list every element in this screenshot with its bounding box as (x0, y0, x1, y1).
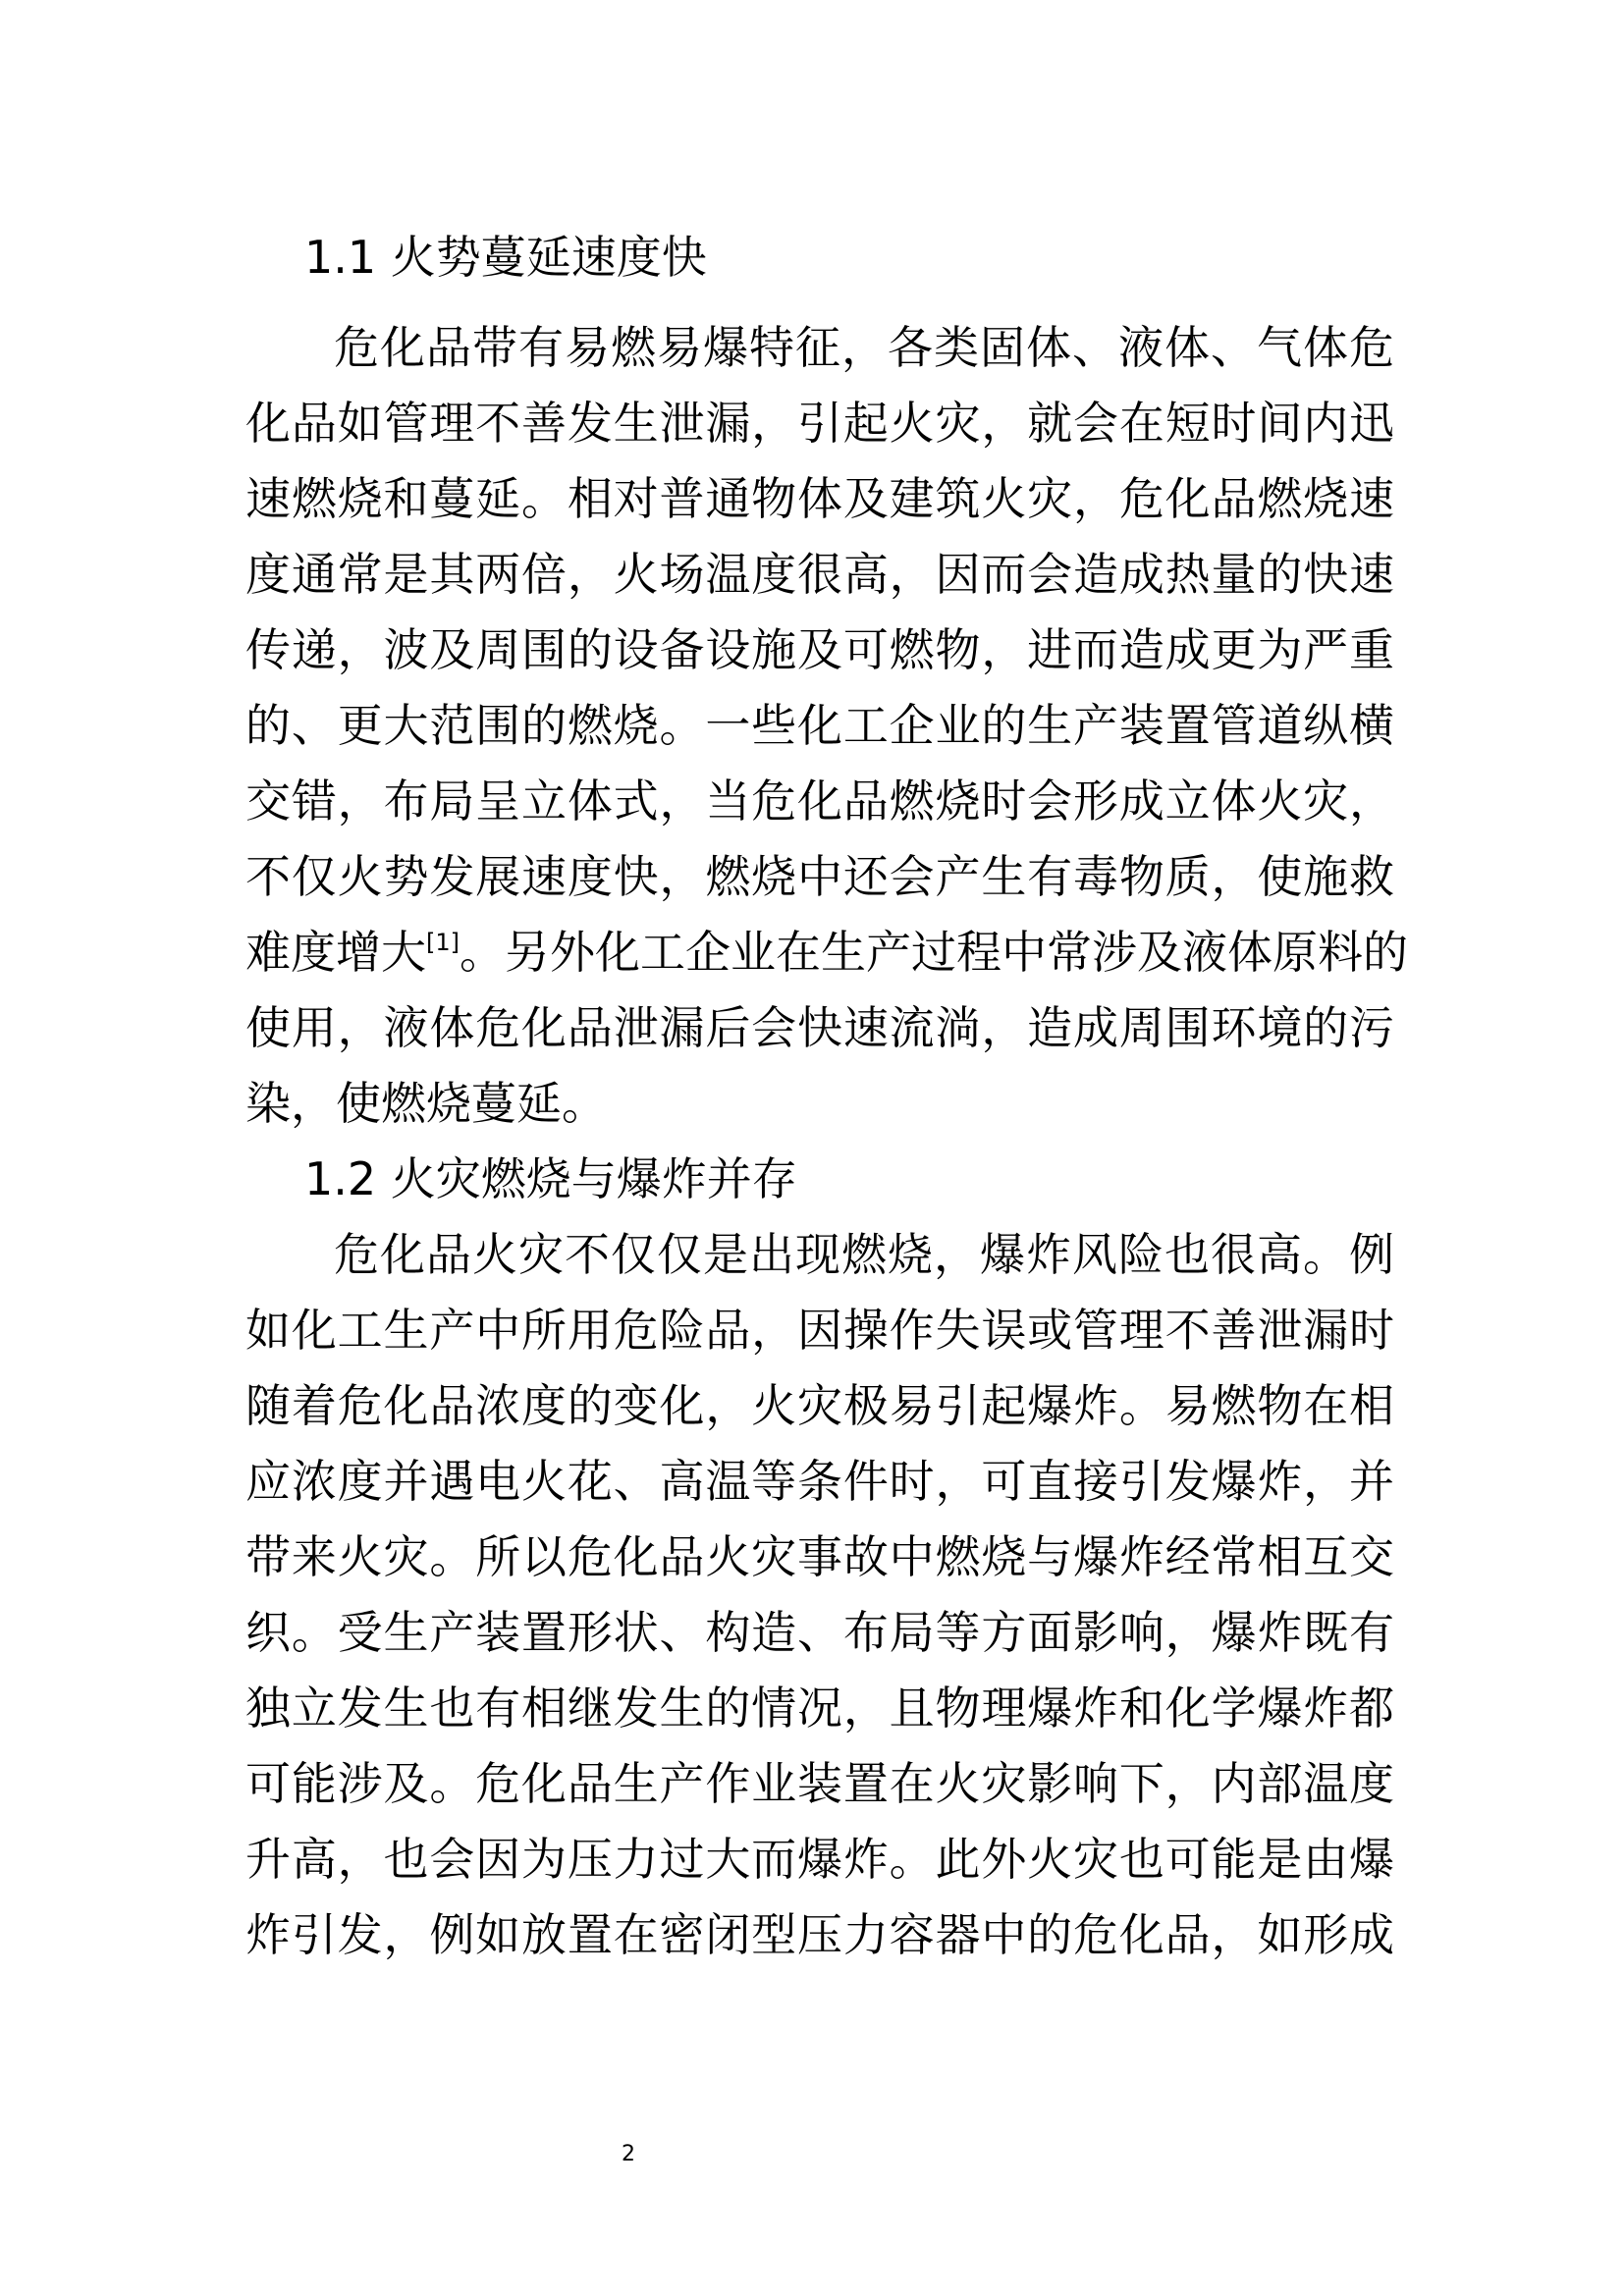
paragraph-line: 独立发生也有相继发生的情况，且物理爆炸和化学爆炸都 (245, 1682, 1394, 1735)
paragraph-line: 如化工生产中所用危险品，因操作失误或管理不善泄漏时 (245, 1304, 1394, 1357)
section-heading-1-1: 1.1 火势蔓延速度快 (304, 231, 707, 284)
section-heading-1-2: 1.2 火灾燃烧与爆炸并存 (304, 1152, 797, 1205)
paragraph-line: 升高，也会因为压力过大而爆炸。此外火灾也可能是由爆 (245, 1833, 1394, 1886)
paragraph-line: 使用，液体危化品泄漏后会快速流淌，造成周围环境的污 (245, 1001, 1394, 1054)
paragraph-line-with-citation (245, 915, 1408, 990)
paragraph-line: 交错，布局呈立体式，当危化品燃烧时会形成立体火灾， (245, 774, 1394, 828)
paragraph-text: 难度增大 (245, 926, 426, 979)
paragraph-line: 随着危化品浓度的变化，火灾极易引起爆炸。易燃物在相 (245, 1379, 1394, 1432)
paragraph-text: 。另外化工企业在生产过程中常涉及液体原料的 (460, 926, 1408, 979)
paragraph-line: 织。受生产装置形状、构造、布局等方面影响，爆炸既有 (245, 1606, 1394, 1659)
paragraph-line: 不仅火势发展速度快，燃烧中还会产生有毒物质，使施救 (245, 850, 1394, 903)
paragraph-line: 的、更大范围的燃烧。一些化工企业的生产装置管道纵横 (245, 699, 1394, 752)
page-number: 2 (622, 2142, 635, 2166)
paragraph-line: 危化品火灾不仅仅是出现燃烧，爆炸风险也很高。例 (334, 1228, 1394, 1281)
paragraph-line: 带来火灾。所以危化品火灾事故中燃烧与爆炸经常相互交 (245, 1530, 1394, 1583)
paragraph-line: 传递，波及周围的设备设施及可燃物，进而造成更为严重 (245, 623, 1394, 676)
paragraph-line: 化品如管理不善发生泄漏，引起火灾，就会在短时间内迅 (245, 397, 1394, 450)
paragraph-line: 度通常是其两倍，火场温度很高，因而会造成热量的快速 (245, 548, 1394, 601)
paragraph-line: 炸引发，例如放置在密闭型压力容器中的危化品，如形成 (245, 1908, 1394, 1961)
paragraph-line: 速燃烧和蔓延。相对普通物体及建筑火灾，危化品燃烧速 (245, 472, 1394, 525)
paragraph-line: 染，使燃烧蔓延。 (245, 1077, 607, 1130)
paragraph-line: 可能涉及。危化品生产作业装置在火灾影响下，内部温度 (245, 1757, 1394, 1810)
citation-reference[interactable]: [1] (426, 929, 460, 956)
paragraph-line: 危化品带有易燃易爆特征，各类固体、液体、气体危 (334, 321, 1394, 374)
paragraph-line: 应浓度并遇电火花、高温等条件时，可直接引发爆炸，并 (245, 1455, 1394, 1508)
